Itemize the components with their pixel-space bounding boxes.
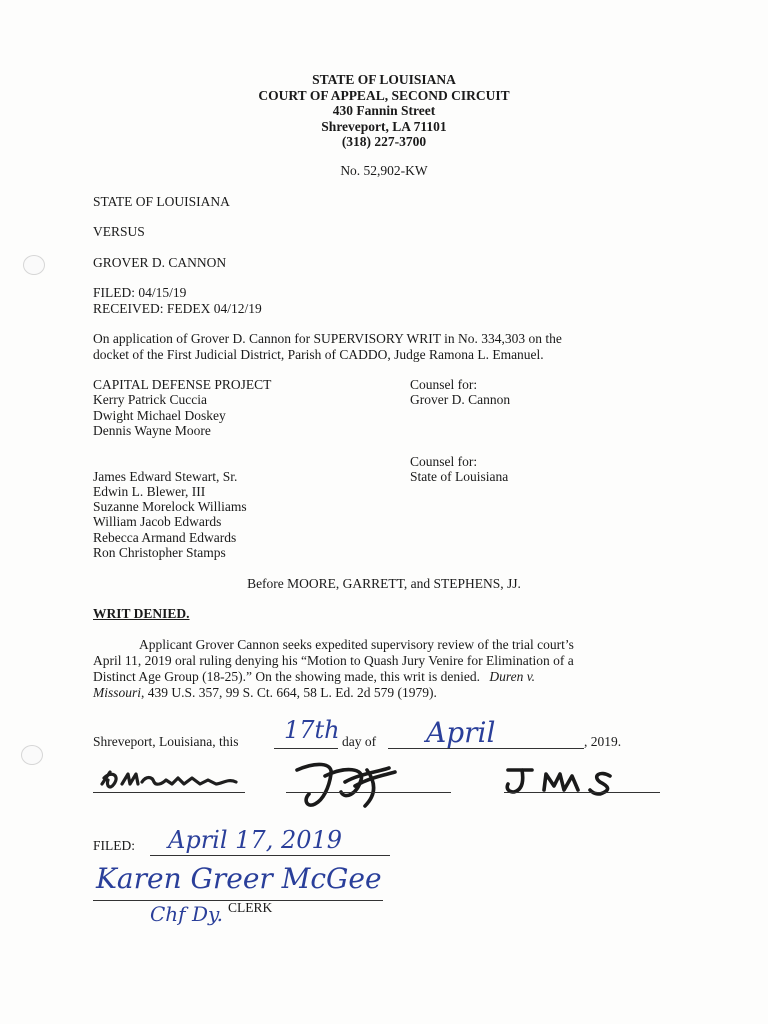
defense-counsel-label: Counsel for: — [410, 377, 478, 392]
date-line-middle: day of — [342, 734, 377, 749]
application-line-1: On application of Grover D. Cannon for SUPERVISORY WRIT in No. 334,303 on the — [93, 331, 562, 346]
party-versus: VERSUS — [93, 224, 145, 239]
date-line-prefix: Shreveport, Louisiana, this — [93, 734, 239, 749]
application-line-2: docket of the First Judicial District, Parish of CADDO, Judge Ramona L. Emanuel. — [93, 347, 544, 362]
state-attorney: Edwin L. Blewer, III — [93, 484, 206, 499]
handwritten-month: April — [426, 716, 496, 749]
defense-attorney: Dennis Wayne Moore — [93, 423, 211, 438]
case-name-part-1: Duren v. — [489, 669, 536, 684]
handwritten-filed-date: April 17, 2019 — [168, 826, 343, 854]
header-phone: (318) 227-3700 — [341, 134, 427, 149]
filed-date-line — [150, 855, 390, 856]
handwritten-clerk-title: Chf Dy. — [150, 902, 223, 926]
state-attorney: William Jacob Edwards — [93, 514, 222, 529]
signature-line-3 — [504, 792, 660, 793]
filed-label: FILED: — [93, 838, 135, 853]
state-counsel-party: State of Louisiana — [410, 469, 509, 484]
header-state: STATE OF LOUISIANA — [312, 72, 456, 87]
ruling-heading: WRIT DENIED. — [93, 606, 190, 621]
header-court: COURT OF APPEAL, SECOND CIRCUIT — [258, 88, 510, 103]
received-date: RECEIVED: FEDEX 04/12/19 — [93, 301, 262, 316]
ruling-line-1: Applicant Grover Cannon seeks expedited supervisory review of the trial court’s — [139, 637, 574, 652]
signature-line-1 — [93, 792, 245, 793]
day-blank-line — [274, 748, 338, 749]
state-counsel-label: Counsel for: — [410, 454, 478, 469]
judge-signature-garrett — [285, 756, 415, 816]
state-attorney: Rebecca Armand Edwards — [93, 530, 237, 545]
defense-attorney: Kerry Patrick Cuccia — [93, 392, 207, 407]
ruling-line-3 — [93, 669, 535, 685]
defense-attorney: Dwight Michael Doskey — [93, 408, 226, 423]
party-defendant: GROVER D. CANNON — [93, 255, 227, 270]
panel-judges: Before MOORE, GARRETT, and STEPHENS, JJ. — [247, 576, 521, 591]
clerk-label: CLERK — [228, 900, 273, 915]
defense-org: CAPITAL DEFENSE PROJECT — [93, 377, 272, 392]
case-citation: , 439 U.S. 357, 99 S. Ct. 664, 58 L. Ed. 2d 579 (1979). — [141, 685, 437, 700]
ruling-line-4 — [93, 685, 437, 701]
state-attorney: James Edward Stewart, Sr. — [93, 469, 238, 484]
header-city: Shreveport, LA 71101 — [321, 119, 447, 134]
judge-signature-moore — [92, 762, 252, 802]
filed-date: FILED: 04/15/19 — [93, 285, 187, 300]
docket-number: No. 52,902-KW — [340, 163, 428, 178]
defense-counsel-party: Grover D. Cannon — [410, 392, 511, 407]
ruling-line-2: April 11, 2019 oral ruling denying his “Motion to Quash Jury Venire for Elimination of a — [93, 653, 574, 668]
judge-signature-stephens — [502, 762, 662, 802]
date-line-year: , 2019. — [584, 734, 622, 749]
header-street: 430 Fannin Street — [332, 103, 436, 118]
party-plaintiff: STATE OF LOUISIANA — [93, 194, 230, 209]
punch-hole-bottom — [21, 745, 43, 765]
state-attorney: Ron Christopher Stamps — [93, 545, 226, 560]
ruling-line-3-text: Distinct Age Group (18-25).” On the showing made, this writ is denied. — [93, 669, 480, 684]
case-name-part-2: Missouri — [93, 685, 142, 700]
state-attorney: Suzanne Morelock Williams — [93, 499, 247, 514]
punch-hole-top — [23, 255, 45, 275]
clerk-signature: Karen Greer McGee — [96, 862, 382, 895]
signature-line-2 — [286, 792, 451, 793]
handwritten-day: 17th — [284, 716, 340, 744]
